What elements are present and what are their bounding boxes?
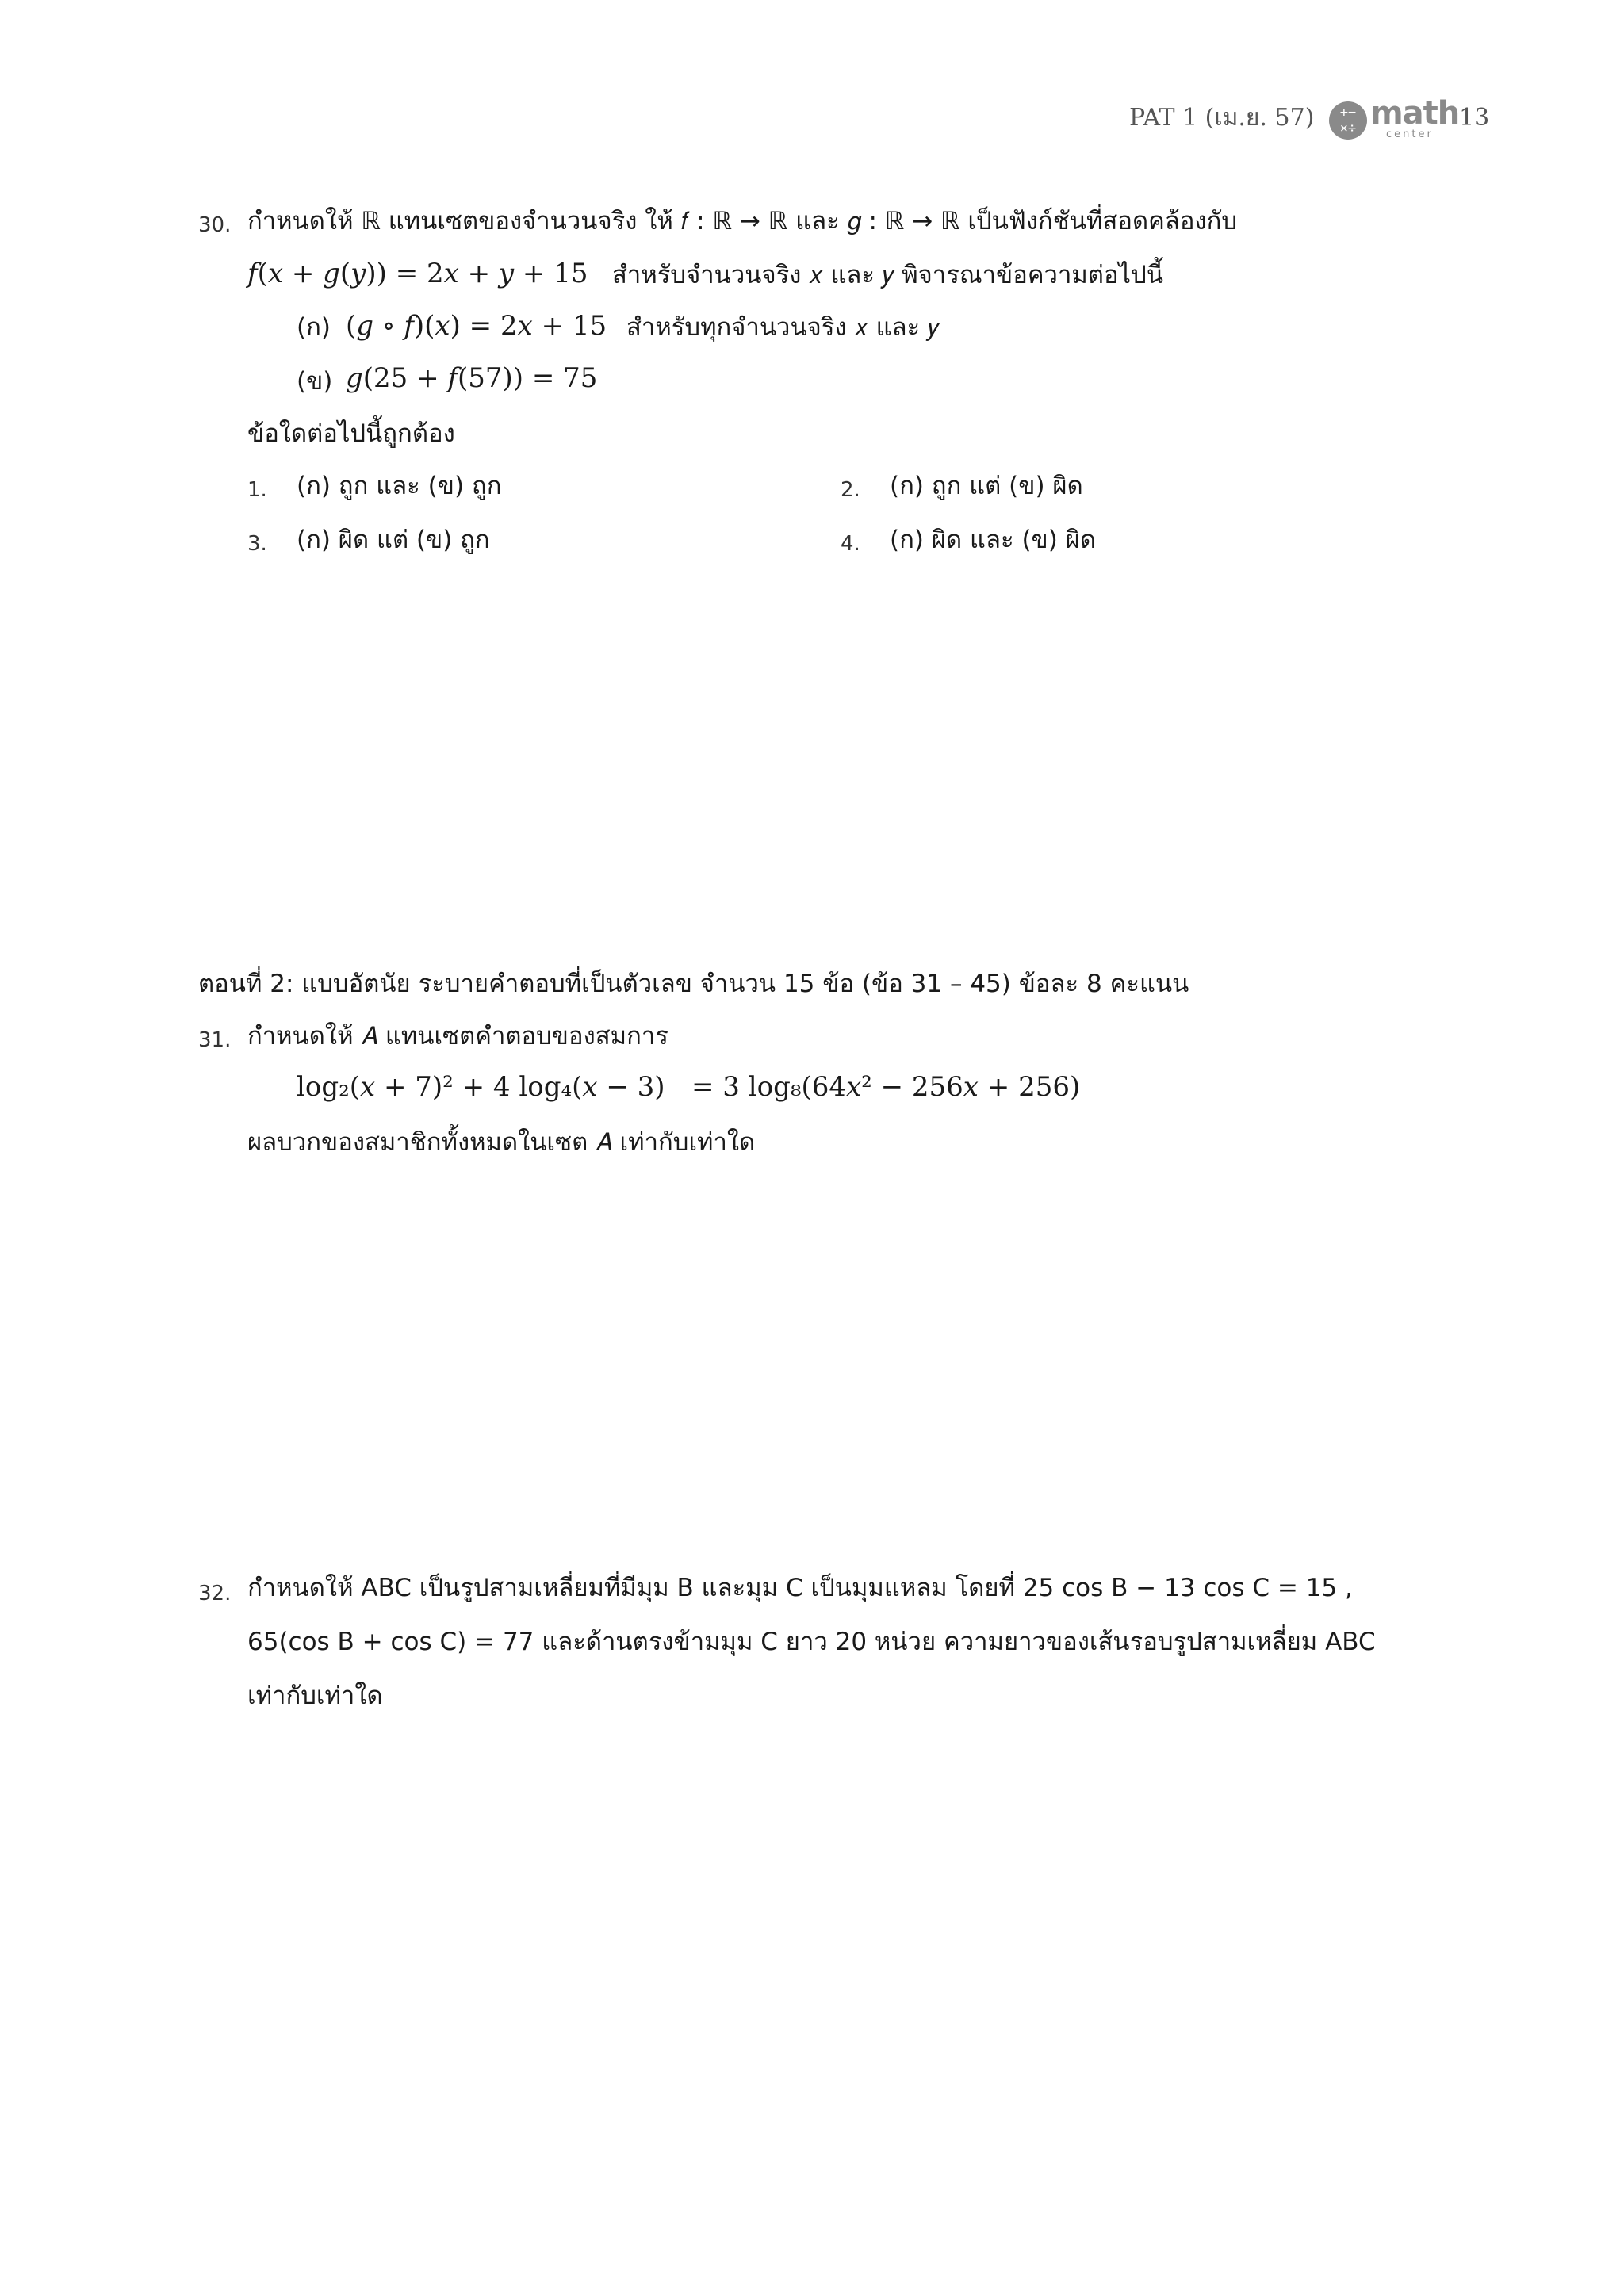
statement-a-label: (ก): [297, 313, 331, 342]
logo-symbols: +− ×÷: [1329, 101, 1367, 140]
question-stem: กำหนดให้ 𝐴 แทนเซตคำตอบของสมการ: [247, 1022, 668, 1050]
choice-text[interactable]: (ก) ถูก และ (ข) ถูก: [297, 472, 502, 500]
logo-subtext: center: [1386, 128, 1434, 140]
functional-equation: 𝑓(𝑥 + 𝑔(𝑦)) = 2𝑥 + 𝑦 + 15: [247, 258, 588, 289]
question-number: 30.: [198, 213, 232, 237]
choice-number: 1.: [247, 478, 267, 502]
choice-text[interactable]: (ก) ถูก แต่ (ข) ผิด: [890, 472, 1083, 500]
math-center-logo: [1329, 95, 1460, 143]
log-equation-right: = 3 log₈(64𝑥² − 256𝑥 + 256): [691, 1071, 1081, 1103]
statement-b-equation: 𝑔(25 + 𝑓(57)) = 75: [346, 362, 598, 394]
exam-header: PAT 1 (เม.ย. 57): [1129, 104, 1315, 132]
question-stem-line1: กำหนดให้ ABC เป็นรูปสามเหลี่ยมที่มีมุม B และมุม C เป็นมุมแหลม โดยที่ 25 cos B − 13 cos C = 15 ,: [247, 1574, 1353, 1602]
choice-number: 3.: [247, 532, 267, 556]
question-prompt: ข้อใดต่อไปนี้ถูกต้อง: [247, 419, 455, 448]
question-prompt: ผลบวกของสมาชิกทั้งหมดในเซต 𝐴 เท่ากับเท่าใด: [247, 1128, 756, 1157]
equation-condition: สำหรับจำนวนจริง 𝑥 และ 𝑦 พิจารณาข้อความต่อไปนี้: [612, 261, 1164, 289]
choice-number: 2.: [841, 478, 860, 502]
section-heading: ตอนที่ 2: แบบอัตนัย ระบายคำตอบที่เป็นตัวเลข จำนวน 15 ข้อ (ข้อ 31 – 45) ข้อละ 8 คะแนน: [198, 970, 1189, 998]
question-stem-line2: 65(cos B + cos C) = 77 และด้านตรงข้ามมุม C ยาว 20 หน่วย ความยาวของเส้นรอบรูปสามเหลี่ยม ABC: [247, 1628, 1376, 1656]
choice-number: 4.: [841, 532, 860, 556]
choice-text[interactable]: (ก) ผิด และ (ข) ผิด: [890, 526, 1096, 554]
log-equation-left: log₂(𝑥 + 7)² + 4 log₄(𝑥 − 3): [297, 1071, 665, 1103]
question-stem: กำหนดให้ ℝ แทนเซตของจำนวนจริง ให้ 𝑓 : ℝ → ℝ และ 𝑔 : ℝ → ℝ เป็นฟังก์ชันที่สอดคล้องกับ: [247, 207, 1238, 235]
page-number: 13: [1459, 104, 1490, 132]
statement-a-equation: (𝑔 ∘ 𝑓)(𝑥) = 2𝑥 + 15: [346, 310, 607, 342]
statement-a-condition: สำหรับทุกจำนวนจริง 𝑥 และ 𝑦: [626, 313, 940, 342]
question-number: 32.: [198, 1582, 232, 1605]
choice-text[interactable]: (ก) ผิด แต่ (ข) ถูก: [297, 526, 490, 554]
question-number: 31.: [198, 1028, 232, 1052]
statement-b-label: (ข): [297, 367, 333, 396]
question-prompt: เท่ากับเท่าใด: [247, 1682, 383, 1710]
logo-text: math: [1370, 95, 1460, 132]
